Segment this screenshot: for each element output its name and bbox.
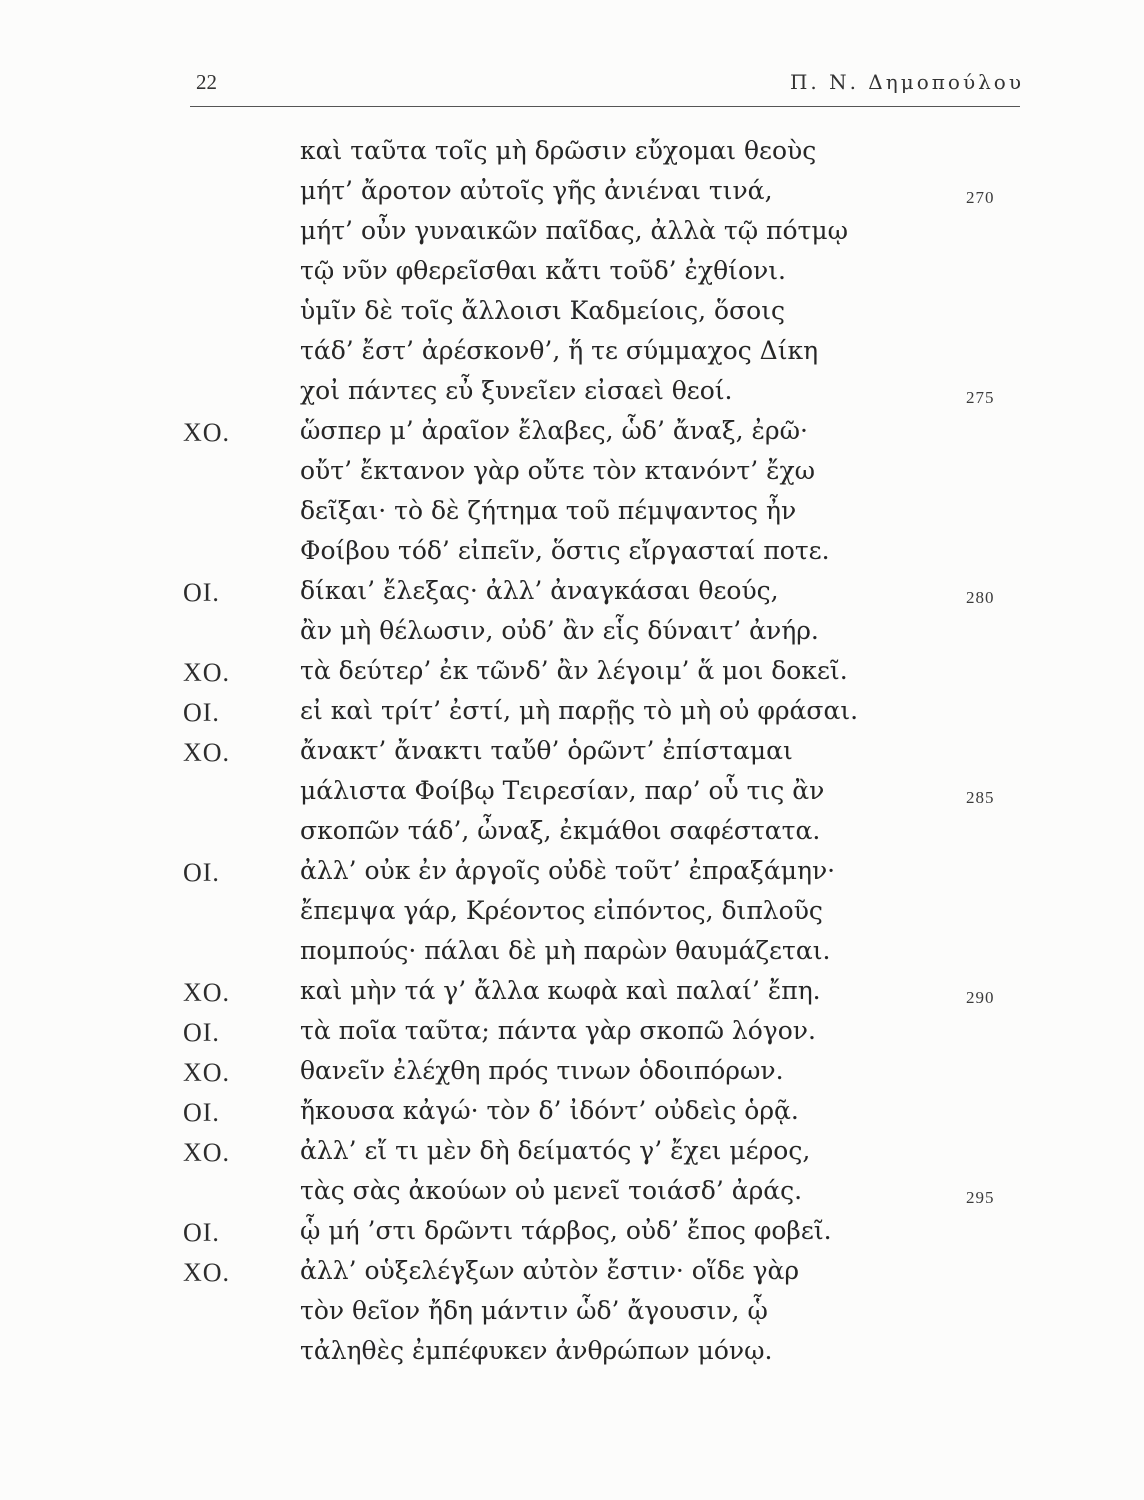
- verse-text: τὰς σὰς ἀκούων οὐ μενεῖ τοιάσδ’ ἀράς.: [300, 1176, 803, 1205]
- speaker-label: ΧΟ.: [183, 978, 231, 1007]
- speaker-label: ΟΙ.: [183, 698, 220, 727]
- verse-text: ἀλλ’ οὐκ ἐν ἀργοῖς οὐδὲ τοῦτ’ ἐπραξάμην·: [300, 856, 836, 885]
- speaker-label: ΧΟ.: [183, 1058, 231, 1087]
- verse-text: δίκαι’ ἔλεξας· ἀλλ’ ἀναγκάσαι θεούς,: [300, 576, 779, 605]
- speaker-label: ΟΙ.: [183, 1218, 220, 1247]
- verse-text: θανεῖν ἐλέχθη πρός τινων ὁδοιπόρων.: [300, 1056, 784, 1085]
- verse-line: [0, 934, 1144, 974]
- speaker-label: ΧΟ.: [183, 738, 231, 767]
- speaker-label: ΧΟ.: [183, 658, 231, 687]
- verse-line: [0, 1014, 1144, 1054]
- verse-line: [0, 254, 1144, 294]
- verse-text: τὸν θεῖον ἤδη μάντιν ὧδ’ ἄγουσιν, ᾧ: [300, 1296, 768, 1325]
- verse-text: καὶ μὴν τά γ’ ἄλλα κωφὰ καὶ παλαί’ ἔπη.: [300, 976, 821, 1005]
- verse-text: χοἰ πάντες εὖ ξυνεῖεν εἰσαεὶ θεοί.: [300, 376, 733, 405]
- verse-line: [0, 1294, 1144, 1334]
- line-number: 275: [966, 388, 995, 407]
- speaker-label: ΟΙ.: [183, 1098, 220, 1127]
- verse-text: ἄνακτ’ ἄνακτι ταὔθ’ ὁρῶντ’ ἐπίσταμαι: [300, 736, 793, 765]
- verse-line: [0, 294, 1144, 334]
- line-number: 290: [966, 988, 995, 1007]
- verse-line: [0, 374, 1144, 414]
- verse-line: [0, 334, 1144, 374]
- verse-line: [0, 1254, 1144, 1294]
- verse-text: μήτ’ ἄροτον αὐτοῖς γῆς ἀνιέναι τινά,: [300, 176, 773, 205]
- verse-text: τὰ ποῖα ταῦτα; πάντα γὰρ σκοπῶ λόγον.: [300, 1016, 816, 1045]
- verse-text: ἤκουσα κἀγώ· τὸν δ’ ἰδόντ’ οὐδεὶς ὁρᾷ.: [300, 1096, 799, 1125]
- running-head: Π. Ν. Δημοπούλου: [789, 70, 1024, 94]
- line-number: 295: [966, 1188, 995, 1207]
- verse-line: [0, 894, 1144, 934]
- verse-text: σκοπῶν τάδ’, ὦναξ, ἐκμάθοι σαφέστατα.: [300, 816, 821, 845]
- verse-text: τἀληθὲς ἐμπέφυκεν ἀνθρώπων μόνῳ.: [300, 1336, 773, 1365]
- verse-text: τὰ δεύτερ’ ἐκ τῶνδ’ ἂν λέγοιμ’ ἅ μοι δοκεῖ.: [300, 656, 848, 685]
- verse-line: [0, 174, 1144, 214]
- verse-line: [0, 134, 1144, 174]
- verse-text: πομπούς· πάλαι δὲ μὴ παρὼν θαυμάζεται.: [300, 936, 831, 965]
- verse-text: μάλιστα Φοίβῳ Τειρεσίαν, παρ’ οὗ τις ἂν: [300, 776, 825, 805]
- verse-text: ἔπεμψα γάρ, Κρέοντος εἰπόντος, διπλοῦς: [300, 896, 823, 925]
- verse-line: [0, 654, 1144, 694]
- verse-line: [0, 494, 1144, 534]
- verse-line: [0, 214, 1144, 254]
- verse-line: [0, 1214, 1144, 1254]
- verse-text: δεῖξαι· τὸ δὲ ζήτημα τοῦ πέμψαντος ἦν: [300, 496, 797, 525]
- verse-line: [0, 1174, 1144, 1214]
- verse-line: [0, 774, 1144, 814]
- verse-line: [0, 1094, 1144, 1134]
- verse-line: [0, 1054, 1144, 1094]
- verse-line: [0, 814, 1144, 854]
- verse-line: [0, 974, 1144, 1014]
- page-number: 22: [196, 70, 217, 94]
- verse-text: ἀλλ’ οὑξελέγξων αὐτὸν ἔστιν· οἵδε γὰρ: [300, 1256, 800, 1285]
- speaker-label: ΧΟ.: [183, 1138, 231, 1167]
- verse-line: [0, 1134, 1144, 1174]
- verse-line: [0, 414, 1144, 454]
- verse-text: εἰ καὶ τρίτ’ ἐστί, μὴ παρῇς τὸ μὴ οὐ φράσαι.: [300, 696, 859, 725]
- speaker-label: ΧΟ.: [183, 418, 231, 447]
- verse-text: οὔτ’ ἔκτανον γὰρ οὔτε τὸν κτανόντ’ ἔχω: [300, 456, 816, 485]
- speaker-label: ΟΙ.: [183, 578, 220, 607]
- verse-text: τῷ νῦν φθερεῖσθαι κἄτι τοῦδ’ ἐχθίονι.: [300, 256, 786, 285]
- verse-text: ἀλλ’ εἴ τι μὲν δὴ δείματός γ’ ἔχει μέρος,: [300, 1136, 811, 1165]
- verse-text: ὥσπερ μ’ ἀραῖον ἔλαβες, ὧδ’ ἄναξ, ἐρῶ·: [300, 416, 808, 445]
- line-number: 285: [966, 788, 995, 807]
- header-rule: [190, 106, 1020, 107]
- speaker-label: ΧΟ.: [183, 1258, 231, 1287]
- verse-line: [0, 694, 1144, 734]
- verse-block: [0, 134, 1144, 1374]
- verse-text: ὑμῖν δὲ τοῖς ἄλλοισι Καδμείοις, ὅσοις: [300, 296, 786, 325]
- verse-text: τάδ’ ἔστ’ ἀρέσκονθ’, ἥ τε σύμμαχος Δίκη: [300, 336, 819, 365]
- verse-line: [0, 574, 1144, 614]
- verse-text: μήτ’ οὖν γυναικῶν παῖδας, ἀλλὰ τῷ πότμῳ: [300, 216, 848, 245]
- line-number: 280: [966, 588, 995, 607]
- line-number: 270: [966, 188, 995, 207]
- verse-line: [0, 614, 1144, 654]
- verse-text: ᾧ μή ’στι δρῶντι τάρβος, οὐδ’ ἔπος φοβεῖ.: [300, 1216, 832, 1245]
- speaker-label: ΟΙ.: [183, 858, 220, 887]
- verse-line: [0, 734, 1144, 774]
- verse-line: [0, 534, 1144, 574]
- verse-text: ἂν μὴ θέλωσιν, οὐδ’ ἂν εἷς δύναιτ’ ἀνήρ.: [300, 616, 819, 645]
- verse-line: [0, 454, 1144, 494]
- verse-text: καὶ ταῦτα τοῖς μὴ δρῶσιν εὔχομαι θεοὺς: [300, 136, 817, 165]
- verse-line: [0, 1334, 1144, 1374]
- verse-line: [0, 854, 1144, 894]
- speaker-label: ΟΙ.: [183, 1018, 220, 1047]
- verse-text: Φοίβου τόδ’ εἰπεῖν, ὅστις εἴργασταί ποτε.: [300, 536, 830, 565]
